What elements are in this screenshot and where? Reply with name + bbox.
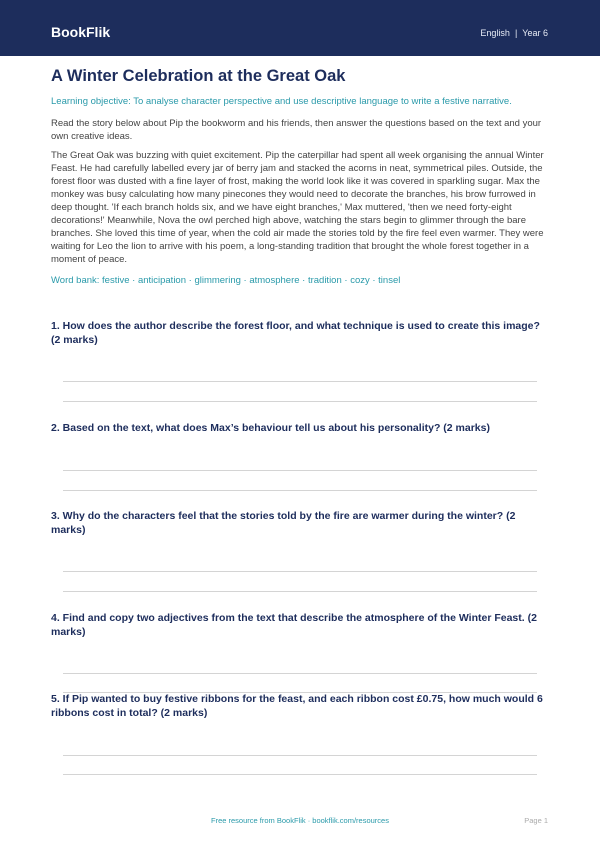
question-2: 2. Based on the text, what does Max’s behaviour tell us about his personality? (2 marks): [51, 422, 490, 434]
answer-line[interactable]: [63, 755, 537, 756]
subject-year-label: [480, 28, 548, 38]
year-label: Year 6: [522, 28, 548, 38]
answer-line[interactable]: [63, 381, 537, 382]
answer-line[interactable]: [63, 673, 537, 674]
page-header: [0, 0, 600, 56]
meta-separator: |: [514, 28, 518, 38]
instructions-paragraph: Read the story below about Pip the bookworm and his friends, then answer the questions based on the text and your own creative ideas.: [51, 118, 542, 142]
answer-line[interactable]: [63, 571, 537, 572]
footer-resource-link[interactable]: Free resource from BookFlik · bookflik.com/resources: [211, 816, 389, 825]
answer-line[interactable]: [63, 490, 537, 491]
question-3: 3. Why do the characters feel that the stories told by the fire are warmer during the winter? (2 marks): [51, 510, 516, 536]
brand-logo: BookFlik: [51, 24, 111, 40]
question-5: 5. If Pip wanted to buy festive ribbons for the feast, and each ribbon cost £0.75, how much would 6 ribbons cost in total? (2 marks): [51, 693, 543, 719]
word-bank: Word bank: festive · anticipation · glimmering · atmosphere · tradition · cozy · tinsel: [51, 275, 401, 286]
subject-label: English: [480, 28, 510, 38]
worksheet-title: A Winter Celebration at the Great Oak: [51, 67, 346, 85]
answer-line[interactable]: [63, 470, 537, 471]
story-paragraph: The Great Oak was buzzing with quiet excitement. Pip the caterpillar had spent all week organising the annual Winter Feast. He had carefully labelled every jar of berry jam and stacked the acorns in neat, symmetrical piles. Outside, the forest floor was dusted with a fine layer of frost, making the world look like it was covered in sparkling sugar. Max the monkey was busy calculating how many pinecones they would need to decorate the branches, his brow furrowed in deep thought. 'If each branch holds six, and we have eight branches,' Max muttered, 'then we need forty-eight decorations!' Meanwhile, Nova the owl perched high above, watching the stars begin to glimmer through the bare branches. She loved this time of year, when the cold air made the stories told by the fire feel even warmer. They were waiting for Leo the lion to arrive with his poem, a long-standing tradition that brought the whole forest together in a moment of peace.: [51, 150, 544, 265]
answer-line[interactable]: [63, 401, 537, 402]
page-number: Page 1: [524, 816, 548, 825]
page-footer: [0, 816, 600, 830]
answer-line[interactable]: [63, 591, 537, 592]
question-4: 4. Find and copy two adjectives from the text that describe the atmosphere of the Winter Feast. (2 marks): [51, 612, 537, 638]
worksheet-body: [51, 66, 549, 287]
question-1: 1. How does the author describe the forest floor, and what technique is used to create this image? (2 marks): [51, 320, 540, 346]
answer-line[interactable]: [63, 774, 537, 775]
learning-objective: Learning objective: To analyse character perspective and use descriptive language to write a festive narrative.: [51, 96, 512, 107]
